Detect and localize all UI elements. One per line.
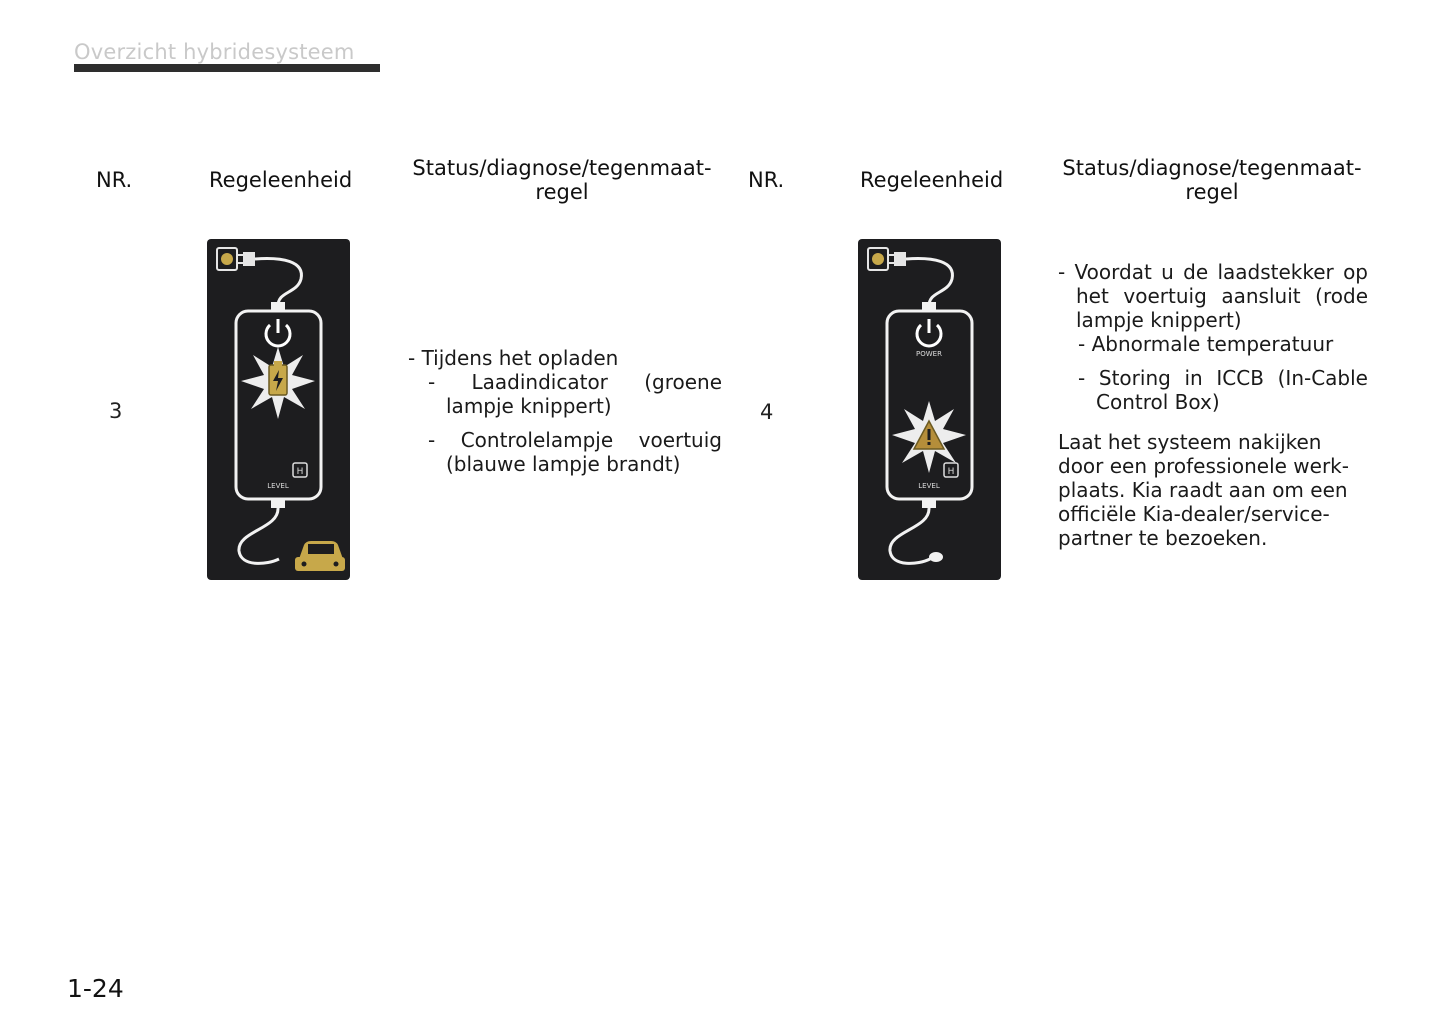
header-status: Status/diagnose/tegenmaat-regel bbox=[1062, 156, 1362, 204]
svg-text:H: H bbox=[296, 467, 304, 477]
status-main: lampje knippert) bbox=[1076, 308, 1242, 332]
cable-lower bbox=[890, 508, 930, 563]
level-h-badge bbox=[944, 463, 958, 477]
row-number: 4 bbox=[760, 400, 774, 424]
socket-icon bbox=[217, 248, 237, 270]
advice-paragraph: Laat het systeem nakijken door een professionele werk-plaats. Kia raadt aan om een officiële Kia-dealer/service-partner te bezoeken. bbox=[1058, 430, 1349, 550]
plug-icon bbox=[236, 252, 255, 266]
socket-icon bbox=[868, 248, 888, 270]
cable-end-connector bbox=[929, 552, 943, 562]
header-status: Status/diagnose/tegenmaat-regel bbox=[412, 156, 712, 204]
status-main: het voertuig aansluit (rode bbox=[1076, 284, 1368, 308]
header-nr: NR. bbox=[96, 168, 133, 192]
level-h-badge bbox=[293, 463, 307, 477]
battery-charging-icon bbox=[269, 361, 287, 395]
status-description-row-4 bbox=[1058, 260, 1368, 550]
power-icon bbox=[266, 319, 290, 346]
page-number: 1-24 bbox=[67, 974, 124, 1003]
power-icon bbox=[917, 319, 941, 346]
section-title: Overzicht hybridesysteem bbox=[74, 40, 355, 64]
status-sub-line: Control Box) bbox=[1096, 390, 1220, 414]
status-sub-line: - Abnormale temperatuur bbox=[1078, 332, 1334, 356]
status-sub-line: - Controlelampje voertuig bbox=[428, 428, 722, 452]
power-label: POWER bbox=[916, 350, 942, 358]
row-number: 3 bbox=[109, 399, 123, 423]
status-sub-line: (blauwe lampje brandt) bbox=[446, 452, 681, 476]
iccb-panel-charging bbox=[207, 239, 350, 580]
status-main: - Tijdens het opladen bbox=[408, 346, 619, 370]
header-regeleenheid: Regeleenheid bbox=[209, 168, 353, 192]
cable-connector bbox=[271, 499, 285, 508]
cable-upper bbox=[255, 259, 301, 307]
cable-lower bbox=[239, 508, 279, 563]
status-description-row-3 bbox=[408, 346, 722, 476]
header-rule bbox=[74, 64, 380, 72]
car-icon bbox=[295, 541, 345, 571]
status-sub-line: - Storing in ICCB (In-Cable bbox=[1078, 366, 1368, 390]
iccb-panel-fault bbox=[858, 239, 1001, 580]
header-regeleenheid: Regeleenheid bbox=[860, 168, 1004, 192]
status-sub-line: - Laadindicator (groene bbox=[428, 370, 722, 394]
header-nr: NR. bbox=[748, 168, 785, 192]
status-sub-line: lampje knippert) bbox=[446, 394, 612, 418]
cable-connector bbox=[922, 499, 936, 508]
cable-upper bbox=[906, 259, 952, 307]
status-main: - Voordat u de laadstekker op bbox=[1058, 260, 1368, 284]
svg-text:H: H bbox=[947, 467, 955, 477]
level-label: LEVEL bbox=[918, 482, 940, 490]
level-label: LEVEL bbox=[267, 482, 289, 490]
plug-icon bbox=[887, 252, 906, 266]
